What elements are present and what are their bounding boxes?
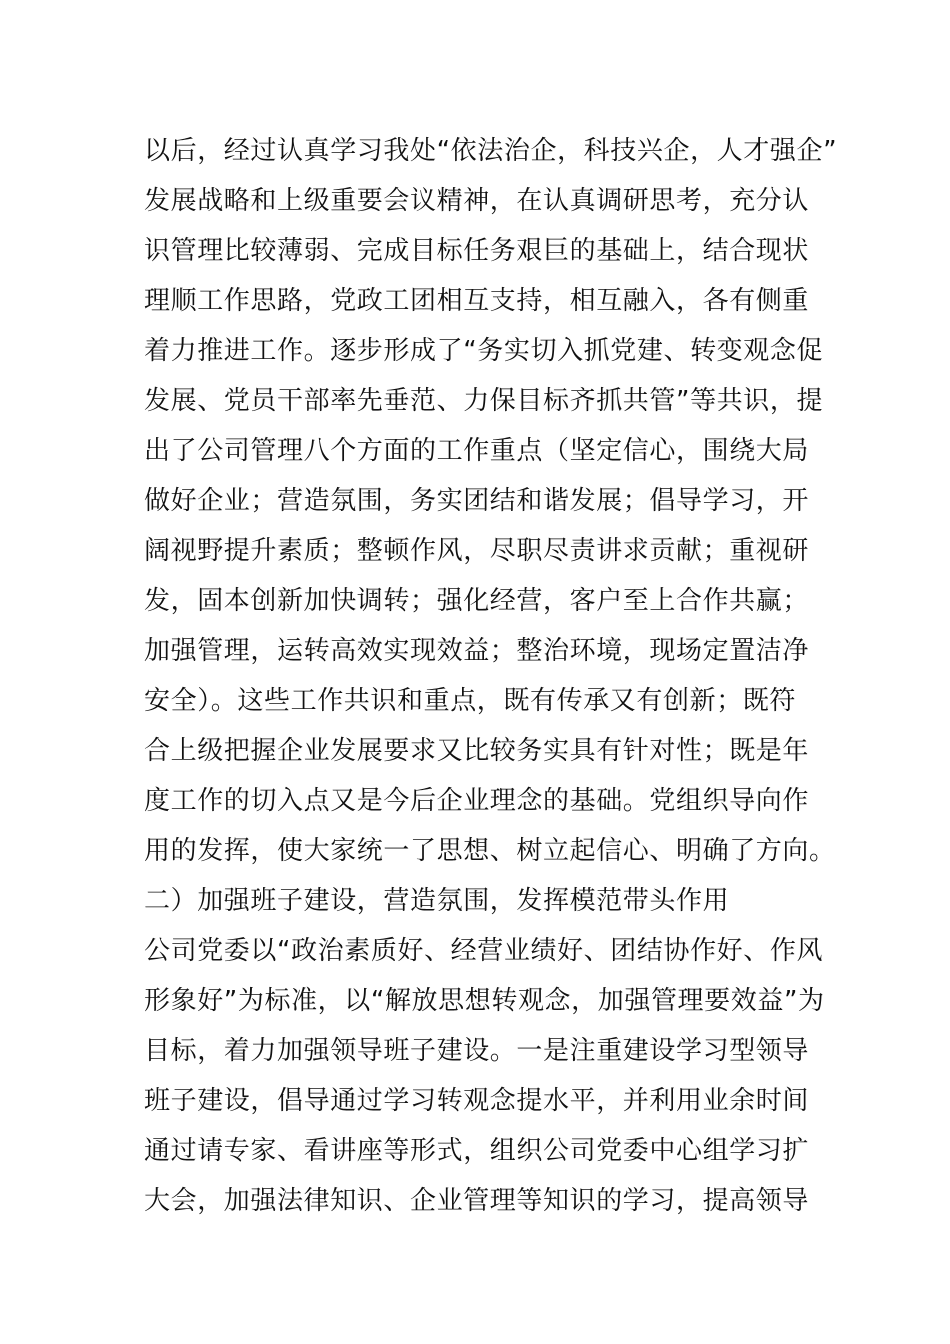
text-line: 加强管理，运转高效实现效益；整治环境，现场定置洁净 xyxy=(144,636,810,666)
text-line: 理顺工作思路，党政工团相互支持，相互融入，各有侧重 xyxy=(144,286,810,316)
text-line: 出了公司管理八个方面的工作重点（坚定信心，围绕大局 xyxy=(144,436,810,466)
section-heading: 二）加强班子建设，营造氛围，发挥模范带头作用 xyxy=(144,886,730,916)
text-line: 着力推进工作。逐步形成了“务实切入抓党建、转变观念促 xyxy=(144,336,824,366)
text-line: 发，固本创新加快调转；强化经营，客户至上合作共赢； xyxy=(144,586,810,616)
text-line: 做好企业；营造氛围，务实团结和谐发展；倡导学习，开 xyxy=(144,486,810,516)
text-line: 目标，着力加强领导班子建设。一是注重建设学习型领导 xyxy=(144,1036,810,1066)
text-line: 合上级把握企业发展要求又比较务实具有针对性；既是年 xyxy=(144,736,810,766)
text-line: 发展、党员干部率先垂范、力保目标齐抓共管”等共识，提 xyxy=(144,386,824,416)
text-line: 用的发挥，使大家统一了思想、树立起信心、明确了方向。 xyxy=(144,836,836,866)
document-body xyxy=(144,126,838,1226)
text-line: 安全）。这些工作共识和重点，既有传承又有创新；既符 xyxy=(144,686,797,716)
text-line: 通过请专家、看讲座等形式，组织公司党委中心组学习扩 xyxy=(144,1136,810,1166)
text-line: 大会，加强法律知识、企业管理等知识的学习，提高领导 xyxy=(144,1186,810,1216)
text-line: 阔视野提升素质；整顿作风，尽职尽责讲求贡献；重视研 xyxy=(144,536,810,566)
text-line: 班子建设，倡导通过学习转观念提水平，并利用业余时间 xyxy=(144,1086,810,1116)
text-line: 识管理比较薄弱、完成目标任务艰巨的基础上，结合现状 xyxy=(144,236,810,266)
text-line: 公司党委以“政治素质好、经营业绩好、团结协作好、作风 xyxy=(144,936,824,966)
text-line: 以后，经过认真学习我处“依法治企，科技兴企，人才强企” xyxy=(144,136,838,166)
text-line: 度工作的切入点又是今后企业理念的基础。党组织导向作 xyxy=(144,786,810,816)
text-line: 发展战略和上级重要会议精神，在认真调研思考，充分认 xyxy=(144,186,810,216)
text-line: 形象好”为标准，以“解放思想转观念，加强管理要效益”为 xyxy=(144,986,825,1016)
